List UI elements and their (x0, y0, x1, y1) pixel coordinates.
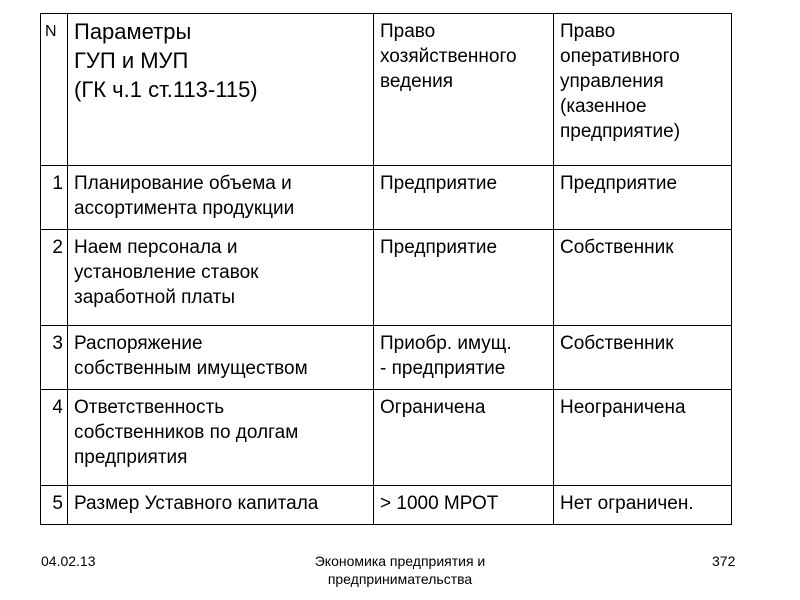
header-col2-line: ведения (380, 71, 454, 92)
header-operational-management-cell (554, 14, 732, 166)
table-row (41, 390, 732, 486)
table-header-row (41, 14, 732, 166)
header-col2-line: Право (380, 21, 436, 42)
row-operational-management-value: Предприятие (554, 166, 732, 230)
row-operational-management-value: Неограничена (554, 390, 732, 486)
header-economic-management-cell (374, 14, 554, 166)
row-economic-management-value: Предприятие (374, 230, 554, 326)
header-col3-line: Право (560, 21, 616, 42)
row-parameter: Распоряжение собственным имуществом (68, 326, 374, 390)
parameters-table (40, 13, 732, 525)
row-economic-management-value: Предприятие (374, 166, 554, 230)
row-economic-management-value: Ограничена (374, 390, 554, 486)
header-number-cell (41, 14, 68, 166)
row-parameter: Наем персонала и установление ставок заработной платы (68, 230, 374, 326)
header-number-label: N (45, 23, 57, 40)
footer-title-line: Экономика предприятия и (314, 553, 486, 569)
row-number: 3 (41, 326, 68, 390)
row-parameter: Ответственность собственников по долгам предприятия (68, 390, 374, 486)
row-number: 4 (41, 390, 68, 486)
row-parameter: Планирование объема и ассортимента продукции (68, 166, 374, 230)
footer-page-number: 372 (712, 553, 736, 569)
row-number: 5 (41, 486, 68, 525)
row-operational-management-value: Собственник (554, 230, 732, 326)
table-row (41, 486, 732, 525)
footer-title-line: предпринимательства (327, 571, 473, 587)
header-params-line: Параметры (74, 19, 192, 44)
row-parameter: Размер Уставного капитала (68, 486, 374, 525)
header-params-line: ГУП и МУП (74, 48, 189, 73)
footer-date: 04.02.13 (41, 553, 96, 569)
header-col3-line: оперативного (560, 46, 680, 67)
header-col2-line: хозяйственного (380, 46, 517, 67)
table-row (41, 230, 732, 326)
header-col3-line: (казенное (560, 96, 647, 117)
header-col3-line: управления (560, 71, 664, 92)
row-number: 2 (41, 230, 68, 326)
row-operational-management-value: Нет ограничен. (554, 486, 732, 525)
row-economic-management-value: Приобр. имущ. - предприятие (374, 326, 554, 390)
row-economic-management-value: > 1000 МРОТ (374, 486, 554, 525)
table-row (41, 166, 732, 230)
table-row (41, 326, 732, 390)
row-operational-management-value: Собственник (554, 326, 732, 390)
header-params-line: (ГК ч.1 ст.113-115) (74, 77, 258, 102)
header-params-cell (68, 14, 374, 166)
footer-title (250, 552, 550, 588)
header-col3-line: предприятие) (560, 121, 681, 142)
row-number: 1 (41, 166, 68, 230)
